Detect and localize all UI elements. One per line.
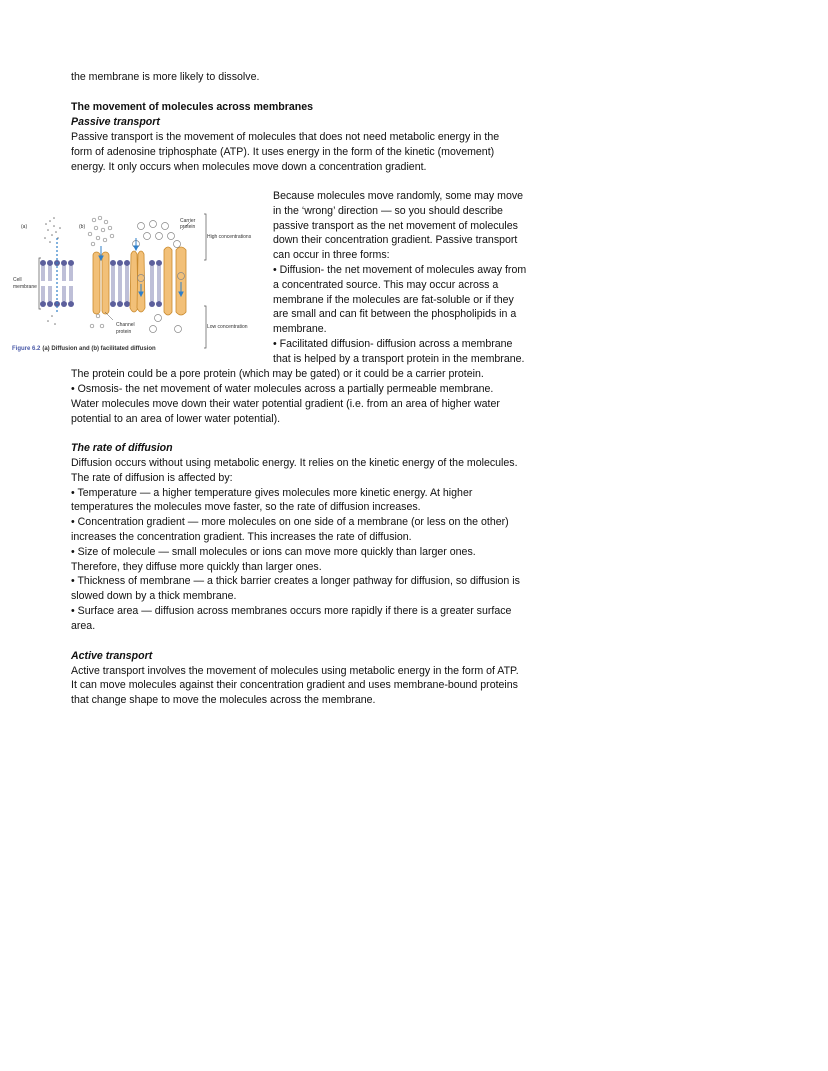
paragraph-line: slowed down by a thick membrane. [71,590,237,602]
svg-text:protein: protein [116,329,132,335]
list-item-surface-area: • Surface area — diffusion across membranes occurs more rapidly if there is a greater surface [71,605,512,617]
high-concentration-label: High concentrations [207,234,252,240]
figure-caption [12,346,156,352]
list-item-concentration: • Concentration gradient — more molecules on one side of a membrane (or less on the other) [71,516,509,528]
paragraph-line: It can move molecules against their concentration gradient and uses membrane-bound proteins [71,679,518,691]
section-heading: The movement of molecules across membranes [71,101,313,113]
wrapped-text [273,189,526,367]
paragraph-line: membrane. [273,323,327,336]
paragraph-line: Water molecules move down their water potential gradient (i.e. from an area of higher water [71,398,500,410]
paragraph-line: increases the concentration gradient. This increases the rate of diffusion. [71,531,412,543]
svg-text:membrane: membrane [13,284,37,290]
list-item-facilitated-diffusion: • Facilitated diffusion- diffusion across a membrane [273,337,513,350]
paragraph-line: that is helped by a transport protein in the membrane. [273,352,525,365]
paragraph-line: can occur in three forms: [273,249,390,262]
paragraph-line: Active transport involves the movement of molecules using metabolic energy in the form of ATP. [71,665,519,677]
list-item-diffusion: • Diffusion- the net movement of molecules away from [273,263,527,276]
paragraph-line: a concentrated source. This may occur across a [273,278,499,291]
paragraph-line: Diffusion occurs without using metabolic energy. It relies on the kinetic energy of the molecules. [71,457,518,469]
lipid-bilayer-a [40,238,74,312]
cell-membrane-label: Cell [13,277,22,283]
paragraph-line: area. [71,620,96,632]
paragraph-line: energy. It only occurs when molecules move down a concentration gradient. [71,161,427,173]
figure-number: Figure 6.2 [12,346,41,352]
paragraph-line: are small and can fit between the phospholipids in a [273,308,517,321]
paragraph-line: in the ‘wrong’ direction — so you should describe [273,204,503,217]
active-heading: Active transport [71,650,153,662]
intro-tail: the membrane is more likely to dissolve. [71,71,260,83]
channel-protein-right [102,252,109,314]
label-a: (a) [21,224,28,230]
channel-protein-label: Channel [116,322,135,328]
list-item-size: • Size of molecule — small molecules or ions can move more quickly than larger ones. [71,546,476,558]
paragraph-line: form of adenosine triphosphate (ATP). It uses energy in the form of the kinetic (movement) [71,146,495,158]
paragraph-line: Because molecules move randomly, some may move [273,190,524,202]
carrier-protein-label: Carrier [180,218,196,224]
channel-protein-left [93,252,100,314]
paragraph-line: Therefore, they diffuse more quickly than larger ones. [71,561,322,573]
label-b: (b) [79,224,86,230]
paragraph-line: passive transport as the net movement of molecules [273,219,518,232]
paragraph-line: potential to an area of lower water potential). [71,413,281,425]
rate-heading: The rate of diffusion [71,442,173,454]
paragraph-line: The rate of diffusion is affected by: [71,472,233,484]
low-concentration-label: Low concentration [207,324,248,330]
paragraph-line: membrane if the molecules are fat-soluble or if they [273,293,514,306]
svg-text:protein: protein [180,224,196,230]
list-item-thickness: • Thickness of membrane — a thick barrier creates a longer pathway for diffusion, so diffusion is [71,575,520,587]
list-item-temperature: • Temperature — a higher temperature gives molecules more kinetic energy. At higher [71,487,473,499]
paragraph-line: The protein could be a pore protein (which may be gated) or it could be a carrier protein. [71,368,484,380]
carrier-protein-3 [164,247,172,315]
paragraph-line: Passive transport is the movement of molecules that does not need metabolic energy in the [71,131,500,143]
carrier-protein-4 [176,247,186,315]
figure-caption-text: (a) Diffusion and (b) facilitated diffusion [42,346,156,352]
paragraph-line: down their concentration gradient. Passive transport [273,234,518,247]
passive-heading: Passive transport [71,116,160,128]
list-item-osmosis: • Osmosis- the net movement of water molecules across a partially permeable membrane. [71,383,494,395]
paragraph-line: that change shape to move the molecules across the membrane. [71,694,376,706]
paragraph-line: temperatures the molecules move faster, so the rate of diffusion increases. [71,501,421,513]
diffusion-figure [10,208,270,354]
diffusion-particles [44,217,61,325]
